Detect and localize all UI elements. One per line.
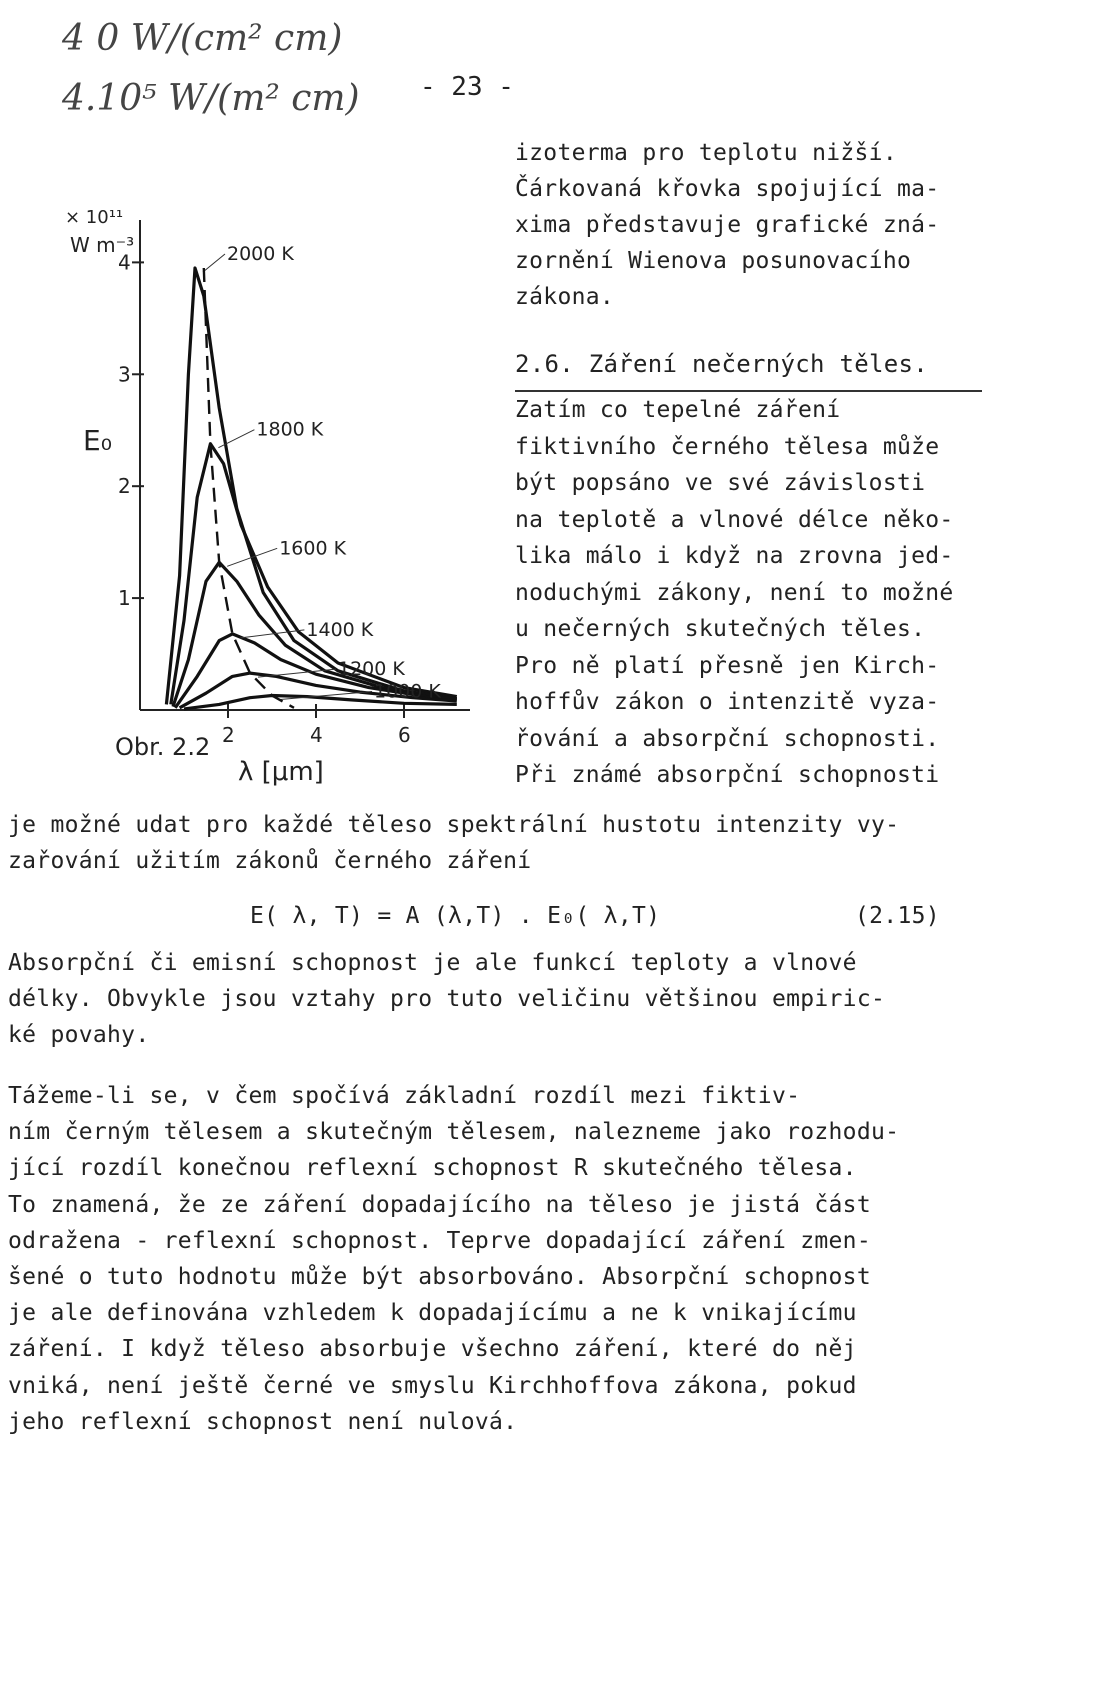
text-line: Čárkovaná křovka spojující ma- [515,176,940,202]
text-line: na teplotě a vlnové délce něko- [515,506,954,533]
text-line: lika málo i když na zrovna jed- [515,543,954,569]
handwritten-note-2: 4.10⁵ W/(m² cm) [62,78,360,119]
curve-label-leader [203,254,225,272]
y-axis-label: E₀ [83,424,112,457]
text-line: jeho reflexní schopnost není nulová. [8,1408,518,1435]
text-line: záření. I když těleso absorbuje všechno záření, které do něj [8,1336,857,1363]
chart-plot-area [118,220,470,747]
y-tick-label: 4 [118,250,131,275]
figure-2-2 [60,190,530,790]
text-line: řování a absorpční schopnosti. [515,725,940,752]
text-line: Tážeme-li se, v čem spočívá základní rozdíl mezi fiktiv- [8,1083,801,1109]
text-line: ké povahy. [8,1022,150,1048]
handwritten-note-1: 4 0 W/(cm² cm) [62,18,343,59]
y-tick-label: 3 [118,362,131,387]
text-line: je ale definována vzhledem k dopadajícímu a ne k vnikajícímu [8,1300,857,1327]
text-line: jící rozdíl konečnou reflexní schopnost R skutečného tělesa. [8,1155,857,1182]
text-line: Absorpční či emisní schopnost je ale funkcí teploty a vlnové [8,950,857,976]
text-line: Pro ně platí přesně jen Kirch- [515,652,940,679]
text-line: je možné udat pro každé těleso spektrální hustotu intenzity vy- [8,812,900,838]
text-line: zařování užitím zákonů černého záření [8,848,532,874]
text-line: fiktivního černého tělesa může [515,433,940,460]
y-unit-label-2: W m⁻³ [70,233,135,257]
x-tick-label: 6 [398,723,411,747]
text-line: u nečerných skutečných těles. [515,616,926,642]
y-tick-label: 2 [118,474,131,499]
text-line: být popsáno ve své závislosti [515,470,926,496]
text-line: To znamená, že ze záření dopadajícího na těleso je jistá část [8,1191,871,1218]
text-line: zákona. [515,284,615,310]
equation-number: (2.15) [855,903,940,929]
text-line: šené o tuto hodnotu může být absorbováno. Absorpční schopnost [8,1264,871,1290]
text-line: Při známé absorpční schopnosti [515,762,940,788]
x-tick-label: 2 [222,723,235,747]
y-unit-label: × 10¹¹ [65,207,124,228]
text-line: izoterma pro teplotu nižší. [515,140,897,166]
text-line: xima představuje grafické zná- [515,212,940,238]
curve-label: 1800 K [256,418,324,441]
curve-label: 1400 K [306,618,374,641]
text-line: zornění Wienova posunovacího [515,248,912,274]
curve-label: 1200 K [338,658,405,681]
text-line: délky. Obvykle jsou vztahy pro tuto veličinu většinou empiric- [8,986,886,1012]
text-line: ním černým tělesem a skutečným tělesem, nalezneme jako rozhodu- [8,1119,900,1146]
heading-underline [515,390,982,392]
text-line: odražena - reflexní schopnost. Teprve dopadající záření zmen- [8,1227,871,1254]
x-axis-label: λ [μm] [238,757,324,787]
page-number: - 23 - [420,72,514,102]
figure-caption: Obr. 2.2 [115,733,211,761]
section-heading: 2.6. Záření nečerných těles. [515,350,928,378]
y-tick-label: 1 [118,586,131,611]
text-line: noduchými zákony, není to možné [515,579,954,606]
text-line: vniká, není ještě černé ve smyslu Kirchhoffova zákona, pokud [8,1372,857,1399]
equation: E( λ, T) = A (λ,T) . E₀( λ,T) [250,903,661,929]
curve-label: 1000 K [374,680,441,703]
curve-label: 2000 K [227,242,294,265]
text-line: Zatím co tepelné záření [515,397,841,423]
text-line: hoffův zákon o intenzitě vyza- [515,689,940,715]
x-tick-label: 4 [310,723,323,747]
curve-label: 1600 K [279,537,347,560]
